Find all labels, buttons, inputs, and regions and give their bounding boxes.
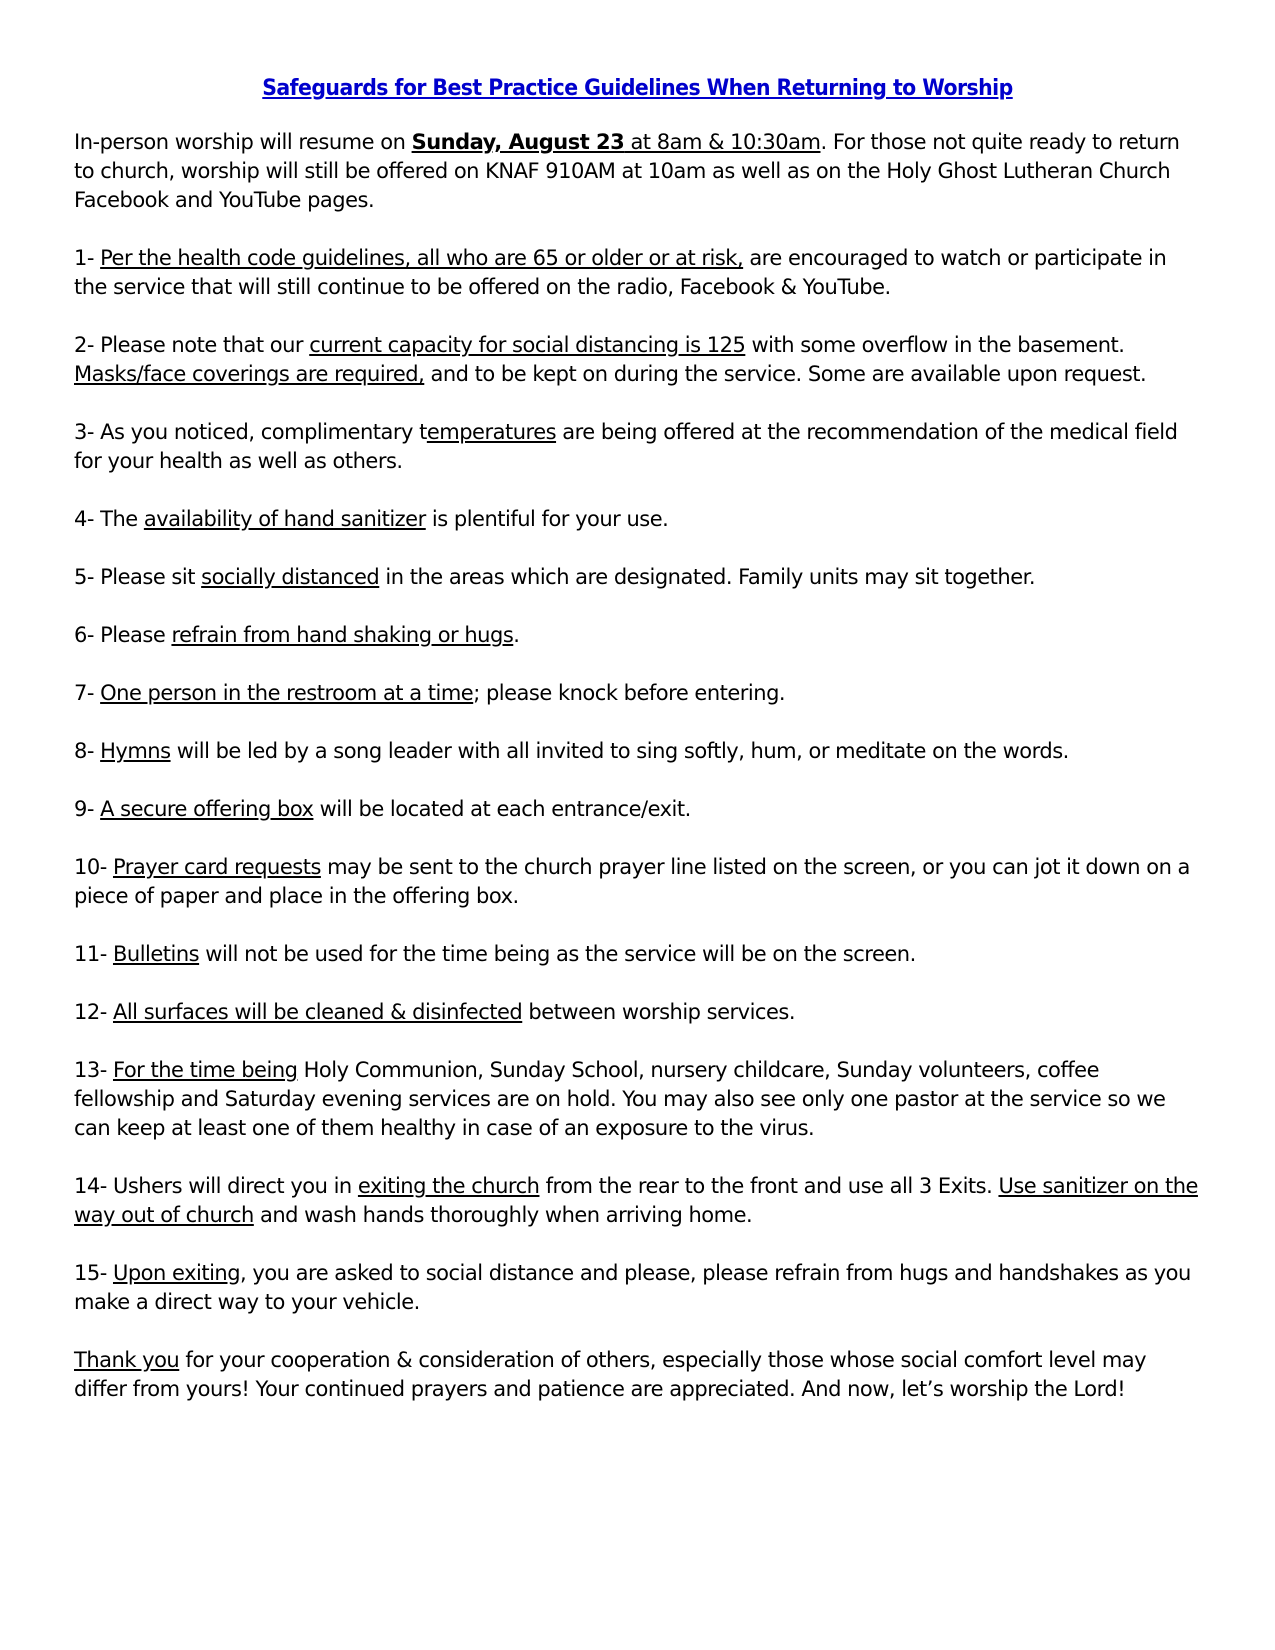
text-run: 10- [74, 855, 113, 879]
text-run: In-person worship will resume on [74, 130, 412, 154]
underlined-text: Use sanitizer on the way out of church [74, 1174, 1198, 1227]
text-run: from the rear to the front and use all 3 Exits. [539, 1174, 999, 1198]
underlined-text: socially distanced [201, 565, 380, 589]
text-run: is plentiful for your use. [425, 507, 669, 531]
text-run: 4- The [74, 507, 144, 531]
underlined-text: refrain from hand shaking or hugs [171, 623, 514, 647]
text-run: 12- [74, 1000, 113, 1024]
text-run: will be led by a song leader with all invited to sing softly, hum, or meditate on the words. [170, 739, 1069, 763]
paragraph-item-7 [74, 679, 1204, 708]
paragraph-item-2 [74, 331, 1204, 389]
underlined-text: emperatures [426, 420, 557, 444]
text-run: . [513, 623, 520, 647]
text-run: 14- Ushers will direct you in [74, 1174, 358, 1198]
underlined-text: A secure offering box [100, 797, 314, 821]
underlined-text: Prayer card requests [112, 855, 321, 879]
paragraph-intro [74, 128, 1204, 215]
text-run: and to be kept on during the service. Some are available upon request. [424, 362, 1147, 386]
underlined-text: All surfaces will be cleaned & disinfected [112, 1000, 523, 1024]
paragraph-item-8 [74, 737, 1204, 766]
underlined-text: current capacity for social distancing is 125 [309, 333, 746, 357]
underlined-text: exiting the church [357, 1174, 540, 1198]
text-run: between worship services. [522, 1000, 795, 1024]
paragraph-item-3 [74, 418, 1204, 476]
paragraph-item-5 [74, 563, 1204, 592]
text-run: , you are asked to social distance and please, please refrain from hugs and handshakes as you make a direct way to your vehicle. [74, 1261, 1191, 1314]
paragraph-item-1 [74, 244, 1204, 302]
text-run: for your cooperation & consideration of others, especially those whose social comfort level may differ from yours! Your continued prayers and patience are appreciated. And now, let’s worship the Lord! [74, 1348, 1147, 1401]
document-title: Safeguards for Best Practice Guidelines When Returning to Worship [262, 76, 1013, 101]
underlined-text: at 8am & 10:30am [624, 130, 821, 154]
text-run: in the areas which are designated. Family units may sit together. [379, 565, 1036, 589]
text-run: 6- Please [74, 623, 172, 647]
underlined-text: Thank you [74, 1348, 180, 1372]
text-run: ; please knock before entering. [473, 681, 786, 705]
text-run: 2- Please note that our [74, 333, 310, 357]
paragraph-item-15 [74, 1259, 1204, 1317]
underlined-text: For the time being [112, 1058, 298, 1082]
document-body [74, 128, 1204, 1433]
underlined-text: Per the health code guidelines, all who are 65 or older or at risk, [100, 246, 744, 270]
paragraph-item-6 [74, 621, 1204, 650]
underlined-text: availability of hand sanitizer [143, 507, 426, 531]
text-run: will be located at each entrance/exit. [313, 797, 691, 821]
underlined-text: Masks/face coverings are required, [74, 362, 425, 386]
text-run: 9- [74, 797, 101, 821]
text-run: 5- Please sit [74, 565, 202, 589]
text-run: will not be used for the time being as the service will be on the screen. [199, 942, 916, 966]
underlined-text: Hymns [100, 739, 171, 763]
text-run: are being offered at the recommendation of the medical field for your health as well as others. [74, 420, 1178, 473]
paragraph-item-10 [74, 853, 1204, 911]
paragraph-item-9 [74, 795, 1204, 824]
text-run: 13- [74, 1058, 113, 1082]
text-run: 15- [74, 1261, 113, 1285]
underlined-text: Upon exiting [112, 1261, 241, 1285]
text-run: 8- [74, 739, 101, 763]
paragraph-item-4 [74, 505, 1204, 534]
text-run: 1- [74, 246, 101, 270]
text-run: 3- As you noticed, complimentary t [74, 420, 427, 444]
underlined-text: One person in the restroom at a time [100, 681, 474, 705]
paragraph-closing [74, 1346, 1204, 1404]
paragraph-item-12 [74, 998, 1204, 1027]
paragraph-item-13 [74, 1056, 1204, 1143]
text-run: may be sent to the church prayer line listed on the screen, or you can jot it down on a piece of paper and place in the offering box. [74, 855, 1190, 908]
paragraph-item-11 [74, 940, 1204, 969]
text-run: are encouraged to watch or participate in the service that will still continue to be offered on the radio, Facebook & YouTube. [74, 246, 1167, 299]
paragraph-item-14 [74, 1172, 1204, 1230]
emphasized-text: Sunday, August 23 [411, 130, 625, 154]
underlined-text: Bulletins [112, 942, 200, 966]
text-run: 11- [74, 942, 113, 966]
text-run: . For those not quite ready to return to church, worship will still be offered on KNAF 910AM at 10am as well as on the Holy Ghost Lutheran Church Facebook and YouTube pages. [74, 130, 1180, 212]
text-run: 7- [74, 681, 101, 705]
text-run: with some overflow in the basement. [745, 333, 1125, 357]
text-run: Holy Communion, Sunday School, nursery childcare, Sunday volunteers, coffee fellowship and Saturday evening services are on hold. You may also see only one pastor at the service so we can keep at least one of them healthy in case of an exposure to the virus. [74, 1058, 1166, 1140]
text-run: and wash hands thoroughly when arriving home. [253, 1203, 753, 1227]
